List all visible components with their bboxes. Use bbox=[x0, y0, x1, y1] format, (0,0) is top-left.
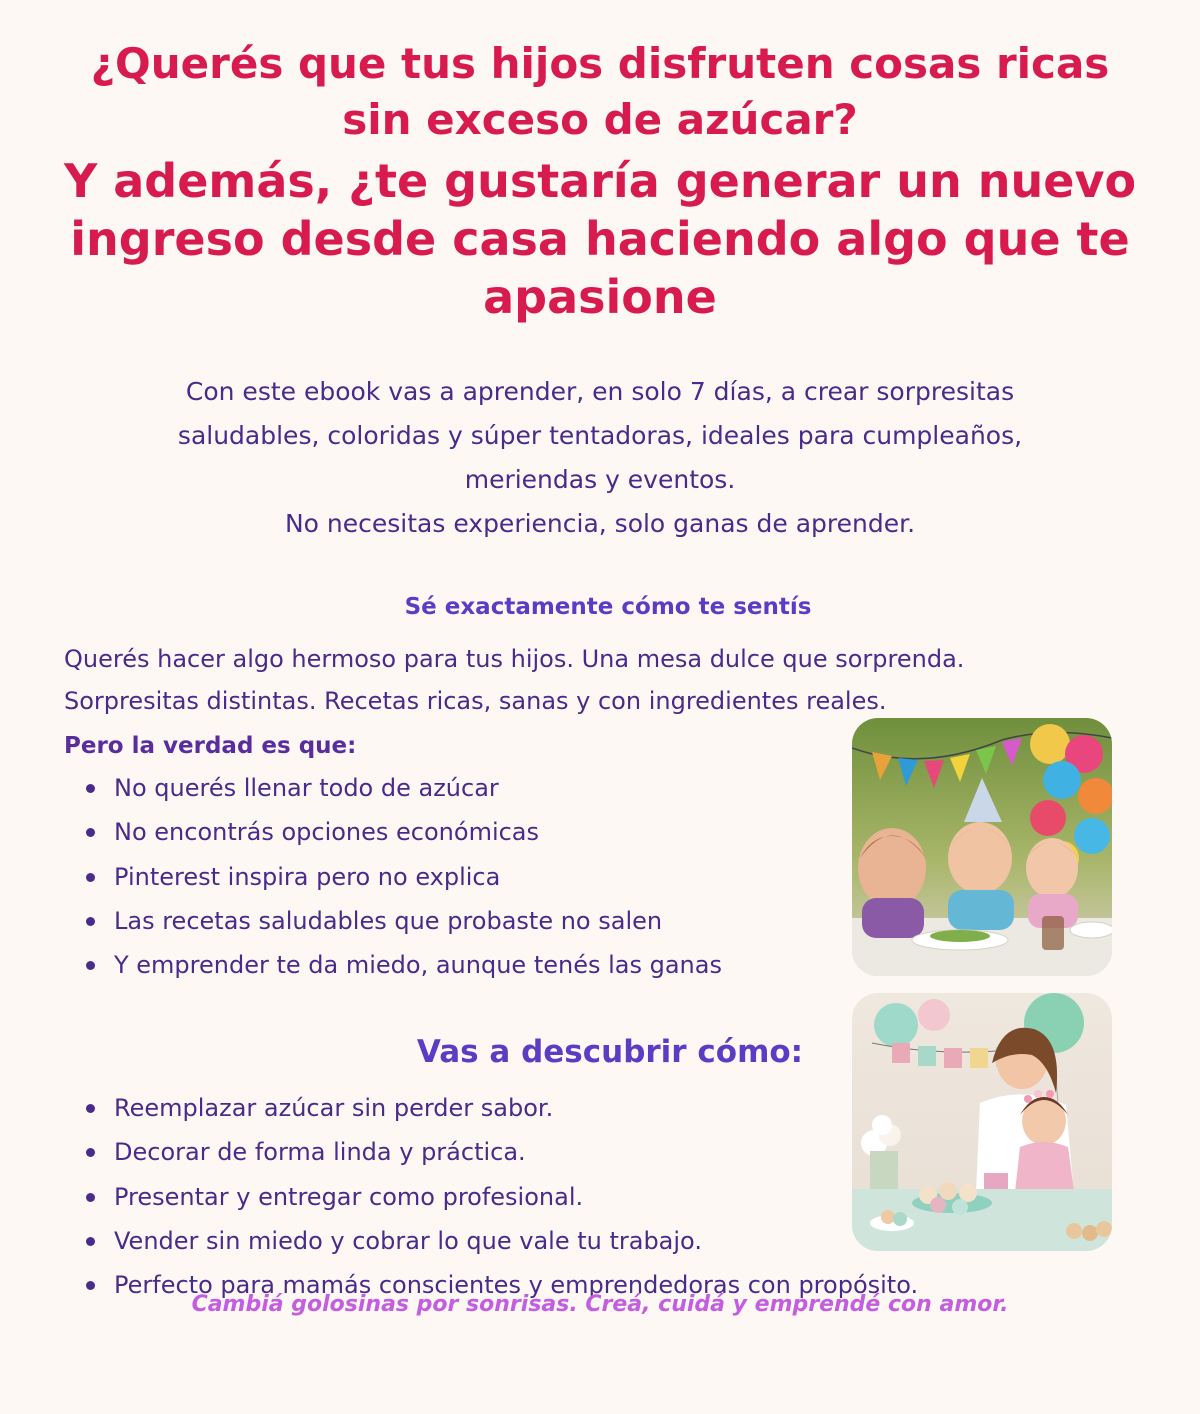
intro-paragraph bbox=[80, 370, 1120, 546]
section-1-title: Sé exactamente cómo te sentís bbox=[404, 594, 812, 620]
list-item: Perfecto para mamás conscientes y emprendedoras con propósito. bbox=[82, 1263, 918, 1307]
intro-line: Con este ebook vas a aprender, en solo 7 días, a crear sorpresitas bbox=[185, 377, 1015, 406]
section-1-body bbox=[64, 638, 1164, 722]
list-item: Reemplazar azúcar sin perder sabor. bbox=[82, 1086, 918, 1130]
list-item: Vender sin miedo y cobrar lo que vale tu trabajo. bbox=[82, 1219, 918, 1263]
intro-line: No necesitas experiencia, solo ganas de aprender. bbox=[284, 509, 916, 538]
headline-line-2: Y además, ¿te gustaría generar un nuevo ingreso desde casa haciendo algo que te apasione bbox=[63, 154, 1137, 324]
footer-tagline: Cambiá golosinas por sonrisas. Creá, cuidá y emprendé con amor. bbox=[191, 1292, 1009, 1317]
list-item: Pinterest inspira pero no explica bbox=[82, 855, 722, 899]
list-item: Las recetas saludables que probaste no salen bbox=[82, 899, 722, 943]
section-1-subtitle: Pero la verdad es que: bbox=[64, 733, 357, 759]
headline-line-1: ¿Querés que tus hijos disfruten cosas ricas sin exceso de azúcar? bbox=[90, 39, 1110, 144]
benefits-list bbox=[82, 1086, 918, 1307]
list-item: No encontrás opciones económicas bbox=[82, 810, 722, 854]
kids-party-photo bbox=[852, 718, 1112, 976]
list-item: No querés llenar todo de azúcar bbox=[82, 766, 722, 810]
intro-line: saludables, coloridas y súper tentadoras, ideales para cumpleaños, bbox=[177, 421, 1023, 450]
list-item: Presentar y entregar como profesional. bbox=[82, 1175, 918, 1219]
headline bbox=[60, 36, 1140, 326]
intro-line: meriendas y eventos. bbox=[464, 465, 736, 494]
section-2-title: Vas a descubrir cómo: bbox=[416, 1034, 804, 1070]
list-item: Decorar de forma linda y práctica. bbox=[82, 1130, 918, 1174]
list-item: Y emprender te da miedo, aunque tenés las ganas bbox=[82, 943, 722, 987]
section-1-body-line: Sorpresitas distintas. Recetas ricas, sanas y con ingredientes reales. bbox=[64, 687, 887, 715]
pain-points-list bbox=[82, 766, 722, 987]
section-1-body-line: Querés hacer algo hermoso para tus hijos. Una mesa dulce que sorprenda. bbox=[64, 645, 965, 673]
